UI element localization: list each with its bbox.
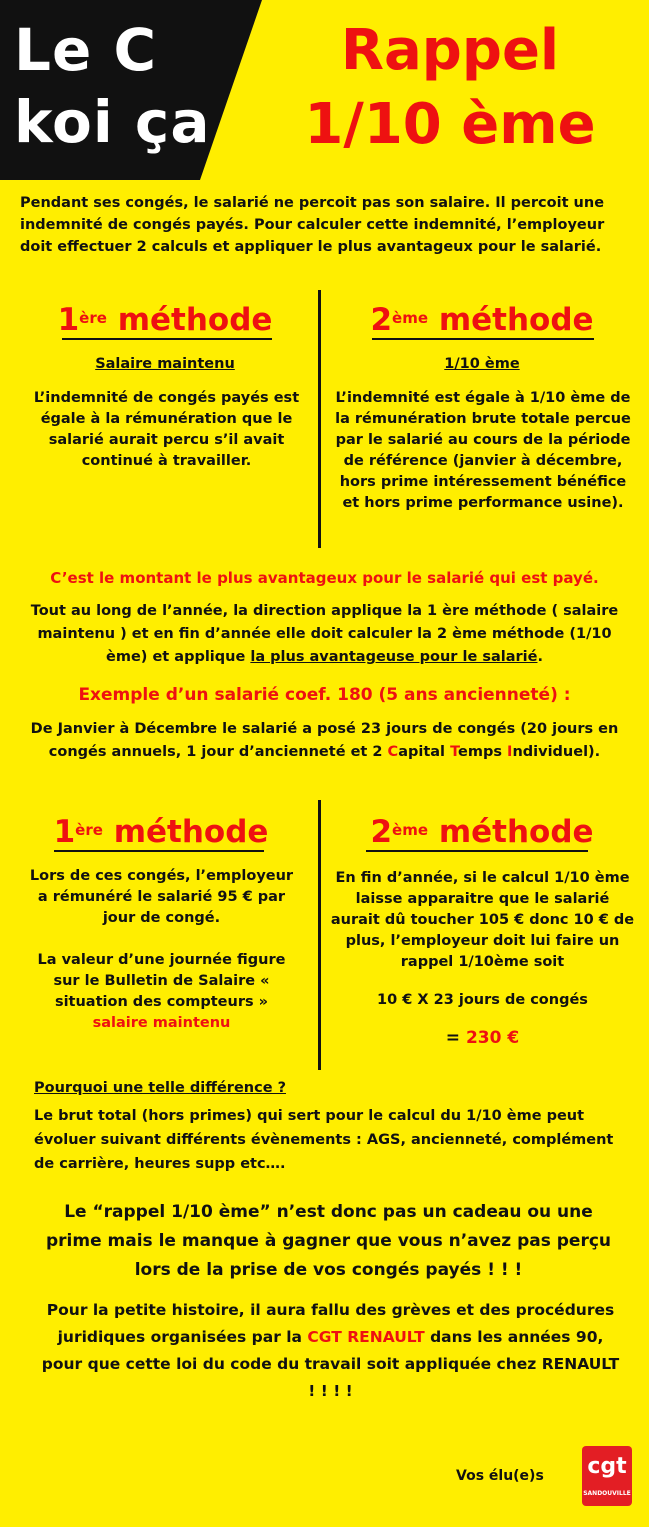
example-intro-text: De Janvier à Décembre le salarié a posé 23 jours de congés (20 jours en congés annuels, 1 jour d’ancienneté et 2 bbox=[30, 721, 619, 760]
method-num: 1 bbox=[53, 814, 76, 850]
section2-method1-text1: Lors de ces congés, l’employeur a rémunéré le salarié 95 € par jour de congé. bbox=[29, 868, 294, 926]
example-c: C bbox=[387, 744, 399, 760]
history-text bbox=[38, 1297, 623, 1405]
section2-method2-title bbox=[332, 812, 632, 852]
signature: Vos élu(e)s bbox=[456, 1468, 544, 1484]
example-intro bbox=[12, 718, 637, 764]
method-sup: ère bbox=[79, 309, 107, 327]
history-cgt: CGT RENAULT bbox=[307, 1328, 425, 1346]
section1-method1-subtitle: Salaire maintenu bbox=[95, 356, 235, 372]
example-title: Exemple d’un salarié coef. 180 (5 ans ancienneté) : bbox=[78, 685, 571, 705]
section1-method2-underline bbox=[372, 338, 594, 340]
method-sup: ème bbox=[392, 821, 429, 839]
conclusion: Le “rappel 1/10 ème” n’est donc pas un cadeau ou une prime mais le manque à gagner que vous n’avez pas perçu lors de la prise de vos congés payés ! ! ! bbox=[45, 1202, 612, 1280]
summary-text-a: Tout au long de l’année, la direction applique la 1 ère méthode ( salaire maintenu ) et en fin d’année elle doit calculer la 2 ème méthode (1/10 ème) et applique bbox=[30, 603, 619, 665]
method-word: méthode bbox=[117, 302, 273, 338]
result-value: 230 € bbox=[465, 1028, 520, 1048]
header-left-line2: koi ça bbox=[14, 88, 211, 156]
history-renault: RENAULT bbox=[541, 1355, 620, 1373]
history-text-3: ! ! ! ! bbox=[308, 1382, 353, 1400]
intro-text: Pendant ses congés, le salarié ne percoit pas son salaire. Il percoit une indemnité de congés payés. Pour calculer cette indemnité, l’employeur doit effectuer 2 calculs et appliquer le plus avantageux pour le salarié. bbox=[20, 195, 605, 255]
section2-method2-text2: 10 € X 23 jours de congés bbox=[377, 992, 588, 1008]
summary-c-letter: C bbox=[50, 569, 62, 587]
summary-text-underlined: la plus avantageuse pour le salarié bbox=[250, 649, 538, 665]
summary-headline-text: ’est le montant le plus avantageux pour le salarié qui est payé. bbox=[61, 569, 599, 587]
method1-text2: La valeur d’une journée figure sur le Bulletin de Salaire « situation des compteurs » bbox=[37, 952, 286, 1010]
method-word: méthode bbox=[438, 814, 594, 850]
summary-headline bbox=[16, 567, 633, 589]
method-num: 2 bbox=[370, 302, 393, 338]
cgt-logo-text: cgt bbox=[587, 1454, 627, 1479]
header bbox=[0, 0, 649, 180]
method-word: méthode bbox=[113, 814, 269, 850]
method1-red-text: salaire maintenu bbox=[92, 1015, 231, 1031]
history-text-2: dans les années 90, pour que cette loi du code du travail soit appliquée chez bbox=[41, 1328, 604, 1373]
method-sup: ème bbox=[392, 309, 429, 327]
section2-method1-text2 bbox=[24, 950, 299, 1034]
section1-method2-text: L’indemnité est égale à 1/10 ème de la rémunération brute totale percue par le salarié au cours de la période de référence (janvier à décembre, hors prime intéressement bénéfice et hors prime performance usine). bbox=[335, 390, 631, 511]
section2-result bbox=[330, 1028, 635, 1048]
header-left-title bbox=[14, 14, 210, 158]
method-num: 1 bbox=[57, 302, 80, 338]
section1-method2-title bbox=[332, 300, 632, 340]
section2-divider bbox=[318, 800, 321, 1070]
why-text: Le brut total (hors primes) qui sert pour le calcul du 1/10 ème peut évoluer suivant différents évènements : AGS, ancienneté, complément de carrière, heures supp etc…. bbox=[34, 1108, 614, 1172]
section2-method2-text1: En fin d’année, si le calcul 1/10 ème laisse apparaitre que le salarié aurait dû toucher 105 € donc 10 € de plus, l’employeur doit lui faire un rappel 1/10ème soit bbox=[330, 870, 635, 970]
section1-method1-text: L’indemnité de congés payés est égale à la rémunération que le salarié aurait percu s’il avait continué à travailler. bbox=[33, 390, 300, 469]
cgt-logo bbox=[582, 1446, 632, 1506]
header-title-line1: Rappel bbox=[340, 18, 560, 83]
example-i: I bbox=[507, 744, 513, 760]
example-t: T bbox=[450, 744, 459, 760]
section1-method2-subtitle: 1/10 ème bbox=[444, 356, 520, 372]
example-ndividuel: ndividuel). bbox=[512, 744, 601, 760]
summary-text-end: . bbox=[537, 649, 543, 665]
cgt-logo-subtext: SANDOUVILLE bbox=[583, 1490, 631, 1497]
method-word: méthode bbox=[438, 302, 594, 338]
section2-method2-underline bbox=[366, 850, 588, 852]
example-emps: emps bbox=[458, 744, 508, 760]
section2-method1-underline bbox=[54, 850, 264, 852]
section1-divider bbox=[318, 290, 321, 548]
section1-method1-title bbox=[20, 300, 310, 340]
method-sup: ère bbox=[75, 821, 103, 839]
section2-method1-title bbox=[16, 812, 306, 852]
history-text-1: Pour la petite histoire, il aura fallu des grèves et des procédures juridiques organisées par la bbox=[46, 1301, 615, 1346]
header-main-title bbox=[250, 14, 649, 162]
section1-method1-underline bbox=[62, 338, 272, 340]
header-title-line2: 1/10 ème bbox=[304, 92, 596, 157]
example-apital: apital bbox=[398, 744, 451, 760]
why-title: Pourquoi une telle différence ? bbox=[34, 1080, 286, 1096]
result-eq: = bbox=[445, 1028, 466, 1048]
method-num: 2 bbox=[370, 814, 393, 850]
summary-text bbox=[16, 600, 633, 669]
header-left-line1: Le C bbox=[14, 16, 158, 84]
